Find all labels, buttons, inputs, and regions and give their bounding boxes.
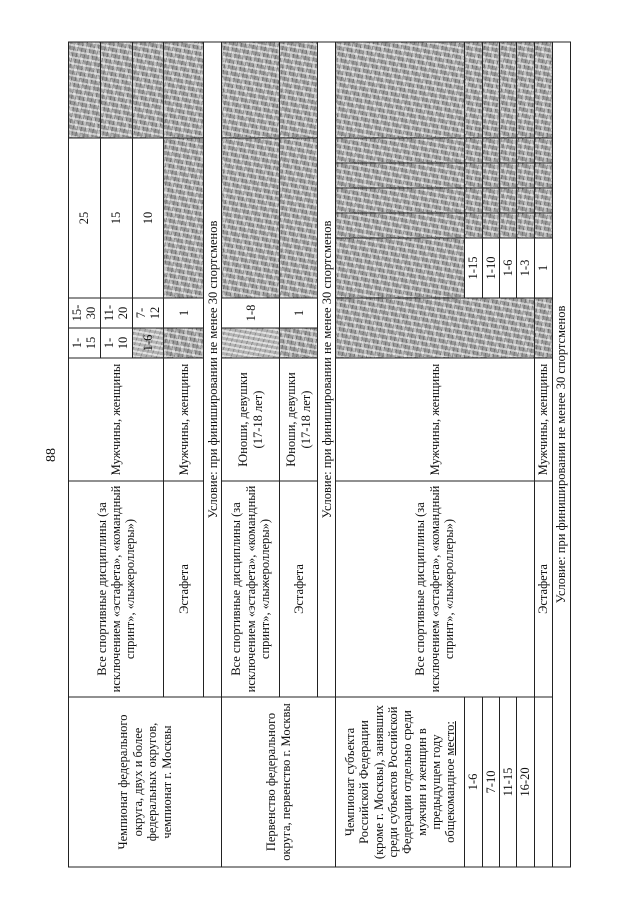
s3-relay-group: Мужчины, женщины: [534, 358, 552, 481]
s3-r1-c5: [336, 188, 465, 213]
s3-p3-c5: [500, 138, 517, 163]
s1-r2-c4: [100, 42, 132, 138]
s1-r1-c1: 1-15: [69, 328, 101, 358]
s3-p4-c4: [517, 163, 534, 188]
s3-group: Мужчины, женщины: [336, 358, 535, 481]
s1-condition: Условие: при финишировании не менее 30 спортсменов: [204, 42, 222, 697]
classification-table: [68, 41, 571, 867]
rotated-document: [68, 43, 569, 868]
s3-relay-c6: [534, 138, 552, 163]
s3-r1-c3: [336, 238, 465, 298]
s3-relay-c5: [534, 163, 552, 188]
s3-row-1: [336, 42, 465, 867]
s3-shaded-left: [336, 298, 535, 358]
s3-p1-c5: [465, 138, 482, 163]
s1-r2-c3: 15: [100, 138, 132, 298]
s3-p2-c5: [482, 138, 499, 163]
s2-group: Юноши, девушки (17-18 лет): [222, 358, 280, 481]
s1-r3-c2: 7-12: [132, 298, 164, 328]
s3-condition: Условие: при финишировании не менее 30 спортсменов: [552, 42, 570, 867]
s3-relay-c7: [534, 42, 552, 138]
s3-p2-c4: [482, 163, 499, 188]
s3-pv-3: 1-6: [500, 238, 517, 298]
s3-p1-c2: [465, 213, 482, 238]
s3-place-4: 16-20: [517, 697, 534, 867]
s2-relay-discipline: Эстафета: [280, 481, 318, 697]
s1-r1-c4: [69, 42, 101, 138]
s3-r1-c4: [336, 213, 465, 238]
s1-relay-c1: [164, 328, 204, 358]
s3-p3-c6: [500, 42, 517, 138]
s2-r1-c4: [222, 42, 280, 138]
s3-p3-c2: [500, 213, 517, 238]
s2-relay-group: Юноши, девушки (17-18 лет): [280, 358, 318, 481]
s3-p4-c2: [517, 213, 534, 238]
s3-event-place: место:: [443, 721, 458, 756]
s2-relay-c3: [280, 138, 318, 298]
s2-relay-c2: 1: [280, 298, 318, 328]
s2-relay-c4: [280, 42, 318, 138]
s3-event-text: Чемпионат субъекта Российской Федерации (кроме г. Москвы), занявших среди субъектов Российской Федерации отдельно среди мужчин и женщин в предыдущем году общекомандное: [342, 704, 458, 860]
s3-relay-c2: 1: [534, 238, 552, 298]
s2-condition: Условие: при финишировании не менее 30 спортсменов: [318, 42, 336, 697]
s2-r1-c1: [222, 328, 280, 358]
s3-relay-c1: [534, 298, 552, 358]
s1-row-1: [69, 42, 101, 867]
s1-relay-c4: [164, 42, 204, 138]
page-number: 88: [44, 448, 59, 462]
s1-r2-c2: 11-20: [100, 298, 132, 328]
s3-r1-c7: [336, 138, 465, 163]
s3-r1-c8: [336, 42, 465, 138]
s3-place-2: 7-10: [482, 697, 499, 867]
s2-r1-c3: [222, 138, 280, 298]
s1-r1-c2: 15-30: [69, 298, 101, 328]
s1-r2-c1: 1-10: [100, 328, 132, 358]
s3-place-3: 11-15: [500, 697, 517, 867]
s3-relay-row: [534, 42, 552, 867]
s3-p3-c4: [500, 163, 517, 188]
s2-event: Первенство федерального округа, первенство г. Москвы: [222, 697, 336, 867]
s1-r3-c1: 1-6: [132, 328, 164, 358]
s1-r3-c3: 10: [132, 138, 164, 298]
s2-relay-c1: [280, 328, 318, 358]
s3-relay-c3: [534, 213, 552, 238]
s3-pv-2: 1-10: [482, 238, 499, 298]
s3-condition-row: [552, 42, 570, 867]
s3-p1-c3: [465, 188, 482, 213]
s3-p4-c6: [517, 42, 534, 138]
s3-p1-c6: [465, 42, 482, 138]
s3-p4-c5: [517, 138, 534, 163]
s3-pv-1: 1-15: [465, 238, 482, 298]
s1-relay-c2: 1: [164, 298, 204, 328]
s3-relay-discipline: Эстафета: [534, 481, 552, 697]
s1-discipline: Все спортивные дисциплины (за исключением «эстафета», «командный спринт», «лыжероллеры»): [69, 481, 164, 697]
s3-p3-c3: [500, 188, 517, 213]
s1-relay-c3: [164, 138, 204, 298]
s3-p2-c2: [482, 213, 499, 238]
s3-event: [336, 697, 465, 867]
s3-r1-c6: [336, 163, 465, 188]
s1-event: Чемпионат федерального округа, двух и более федеральных округов, чемпионат г. Москвы: [69, 697, 222, 867]
s3-relay-c4: [534, 188, 552, 213]
s1-r3-c4: [132, 42, 164, 138]
s2-r1-c2: 1-8: [222, 298, 280, 328]
s1-group: Мужчины, женщины: [69, 358, 164, 481]
s1-relay-group: Мужчины, женщины: [164, 358, 204, 481]
s3-p4-c3: [517, 188, 534, 213]
s3-p1-c4: [465, 163, 482, 188]
s3-p2-c3: [482, 188, 499, 213]
s3-p2-c6: [482, 42, 499, 138]
s3-discipline: Все спортивные дисциплины (за исключением «эстафета», «командный спринт», «лыжероллеры»): [336, 481, 535, 697]
s3-relay-empty: [534, 697, 552, 867]
s2-discipline: Все спортивные дисциплины (за исключением «эстафета», «командный спринт», «лыжероллеры»): [222, 481, 280, 697]
s3-place-1: 1-6: [465, 697, 482, 867]
s3-pv-4: 1-3: [517, 238, 534, 298]
s2-row-1: [222, 42, 280, 867]
s1-relay-discipline: Эстафета: [164, 481, 204, 697]
s1-r1-c3: 25: [69, 138, 101, 298]
